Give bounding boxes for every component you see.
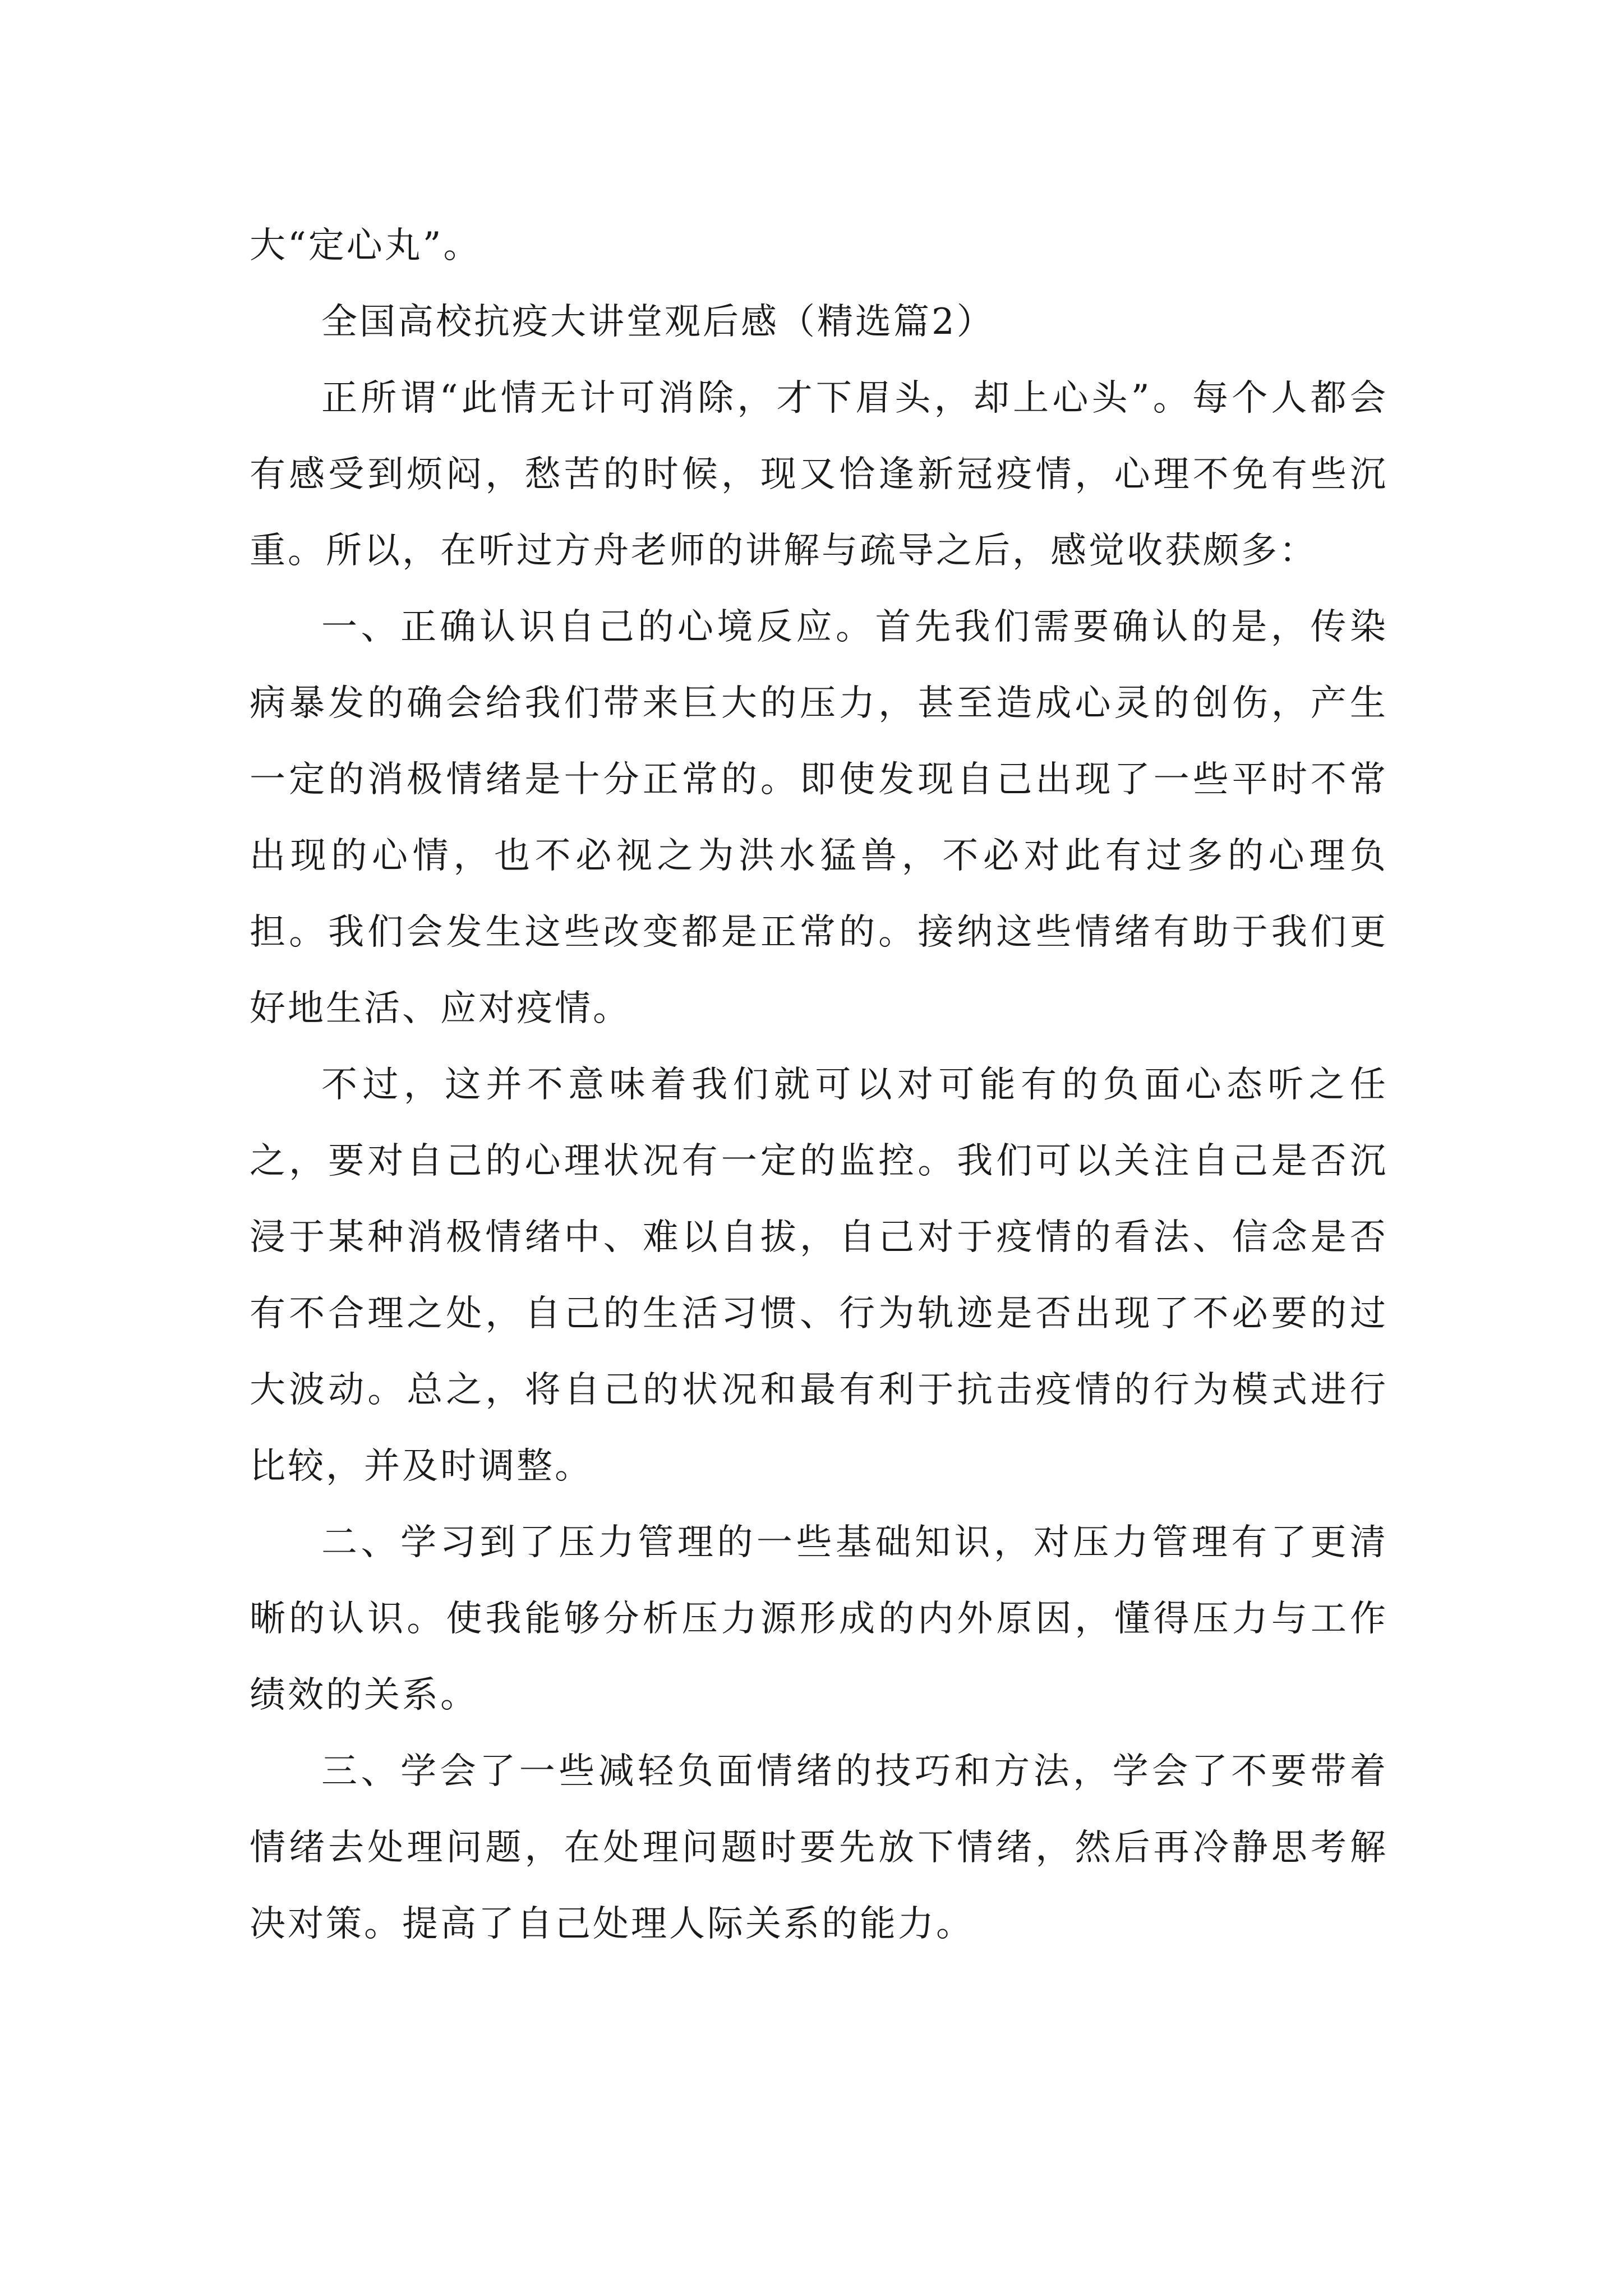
paragraph: 一、正确认识自己的心境反应。首先我们需要确认的是，传染病暴发的确会给我们带来巨大的压力，甚至造成心灵的创伤，产生一定的消极情绪是十分正常的。即使发现自己出现了一些平时不常出现的心情，也不必视之为洪水猛兽，不必对此有过多的心理负担。我们会发生这些改变都是正常的。接纳这些情绪有助于我们更好地生活、应对疫情。 <box>250 606 1388 1029</box>
section-title: 全国高校抗疫大讲堂观后感（精选篇2） <box>321 301 995 343</box>
continuation-text: 大“定心丸”。 <box>250 225 482 266</box>
paragraph: 不过，这并不意味着我们就可以对可能有的负面心态听之任之，要对自己的心理状况有一定的监控。我们可以关注自己是否沉浸于某种消极情绪中、难以自拔，自己对于疫情的看法、信念是否有不合理之处，自己的生活习惯、行为轨迹是否出现了不必要的过大波动。总之，将自己的状况和最有利于抗击疫情的行为模式进行比较，并及时调整。 <box>250 1064 1388 1487</box>
paragraph: 正所谓“此情无计可消除，才下眉头，却上心头”。每个人都会有感受到烦闷，愁苦的时候，现又恰逢新冠疫情，心理不免有些沉重。所以，在听过方舟老师的讲解与疏导之后，感觉收获颇多： <box>250 378 1388 572</box>
paragraph: 三、学会了一些减轻负面情绪的技巧和方法，学会了不要带着情绪去处理问题，在处理问题时要先放下情绪，然后再冷静思考解决对策。提高了自己处理人际关系的能力。 <box>250 1751 1388 1945</box>
paragraph: 二、学习到了压力管理的一些基础知识，对压力管理有了更清晰的认识。使我能够分析压力源形成的内外原因，懂得压力与工作绩效的关系。 <box>250 1522 1388 1716</box>
document-page <box>250 208 1388 1962</box>
